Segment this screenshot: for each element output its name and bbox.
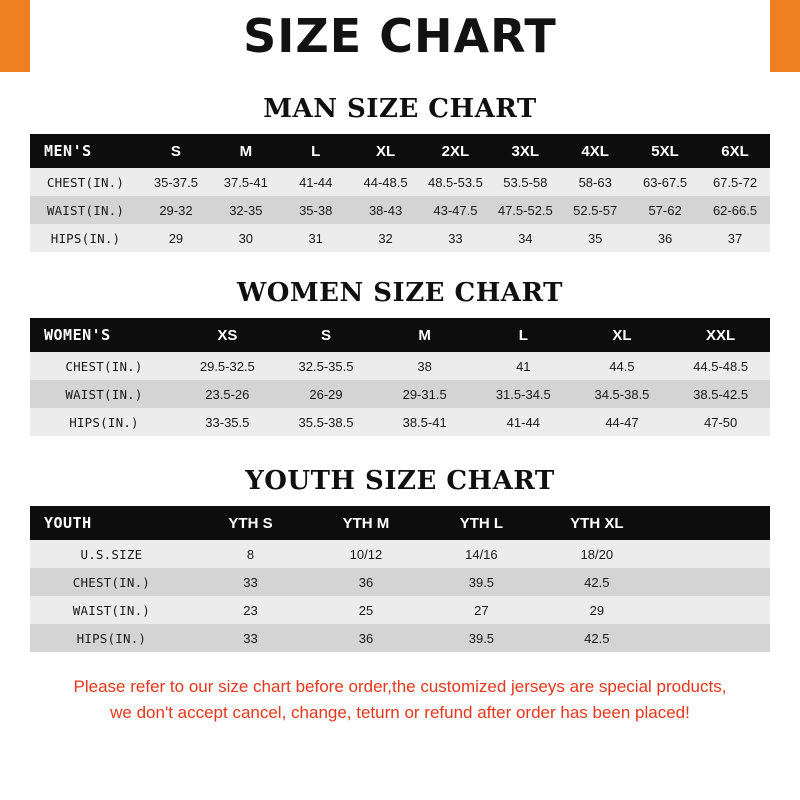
cell-empty [655,568,770,596]
men-table-body [30,168,770,252]
cell: 41 [516,358,531,374]
youth-corner-label: YOUTH [30,506,193,540]
banner-left-accent [0,0,30,72]
cell: 48.5-53.5 [427,174,483,190]
cell: 44-47 [605,414,639,430]
cell: 31.5-34.5 [495,386,551,402]
cell: 53.5-58 [503,174,548,190]
cell: 36 [358,574,374,590]
title-banner [0,0,800,72]
cell: 67.5-72 [712,174,758,190]
cell: 26-29 [309,386,343,402]
footer-note-line-1: Please refer to our size chart before order,the customized jerseys are special products, [73,677,727,696]
cell: 44.5 [609,358,635,374]
youth-section-title: YOUTH SIZE CHART [245,466,555,496]
chart-content [0,94,800,725]
cell: 30 [238,230,254,246]
row-label: WAIST(IN.) [65,386,143,402]
men-col-header: 6XL [700,134,770,168]
cell: 10/12 [349,546,383,562]
men-col-header: XL [351,134,421,168]
table-row [30,408,770,436]
cell: 32-35 [229,202,263,218]
cell: 32 [378,230,393,246]
footer-note [30,674,770,725]
cell: 41-44 [506,414,540,430]
youth-col-header: YTH L [424,506,539,540]
cell-empty [655,596,770,624]
cell: 35-37.5 [153,174,198,190]
page-title: SIZE CHART [243,9,557,63]
cell: 42.5 [584,574,610,590]
women-col-header: XXL [671,318,770,352]
cell: 25 [358,602,374,618]
cell: 37 [727,230,743,246]
table-header-row [30,134,770,168]
cell: 38.5-41 [402,414,447,430]
women-col-header: L [474,318,573,352]
cell-empty [655,624,770,652]
cell: 8 [246,546,255,562]
cell: 58-63 [578,174,612,190]
cell-empty [655,540,770,568]
row-label: HIPS(IN.) [50,230,121,246]
cell: 33 [448,230,463,246]
men-size-table [30,134,770,252]
cell: 39.5 [468,574,495,590]
youth-table-header [30,506,770,540]
table-header-row [30,318,770,352]
cell: 37.5-41 [223,174,268,190]
youth-col-header-empty [655,506,770,540]
cell: 62-66.5 [712,202,758,218]
women-table-body [30,352,770,436]
cell: 23.5-26 [205,386,250,402]
cell: 32.5-35.5 [298,358,354,374]
cell: 31 [308,230,323,246]
men-col-header: M [211,134,281,168]
cell: 34 [518,230,533,246]
cell: 23 [243,602,258,618]
table-row [30,196,770,224]
cell: 35.5-38.5 [298,414,354,430]
women-corner-label: WOMEN'S [30,318,178,352]
cell: 38-43 [368,202,403,218]
cell: 29.5-32.5 [199,358,255,374]
table-row [30,352,770,380]
row-label: WAIST(IN.) [72,602,151,618]
men-col-header: S [141,134,211,168]
cell: 34.5-38.5 [594,386,650,402]
cell: 47.5-52.5 [497,202,553,218]
youth-col-header: YTH M [308,506,423,540]
table-row [30,380,770,408]
cell: 35 [587,230,603,246]
women-col-header: S [277,318,376,352]
cell: 33-35.5 [205,414,250,430]
cell: 29 [589,602,605,618]
title-banner-inner [30,0,770,72]
cell: 41-44 [299,174,333,190]
women-size-table [30,318,770,436]
men-col-header: 2XL [421,134,491,168]
row-label: HIPS(IN.) [69,414,139,430]
men-table-header [30,134,770,168]
cell: 63-67.5 [643,174,688,190]
women-col-header: M [375,318,474,352]
cell: 29-31.5 [402,386,447,402]
men-col-header: 4XL [560,134,630,168]
table-row [30,624,770,652]
cell: 42.5 [584,630,610,646]
cell: 44-48.5 [363,174,408,190]
youth-col-header: YTH S [193,506,308,540]
footer-note-line-2: we don't accept cancel, change, teturn or refund after order has been placed! [110,702,690,722]
women-col-header: XL [573,318,672,352]
women-table-header [30,318,770,352]
men-corner-label: MEN'S [30,134,141,168]
women-section-title: WOMEN SIZE CHART [237,278,563,308]
cell: 29-32 [159,202,193,218]
cell: 27 [474,602,489,618]
youth-col-header: YTH XL [539,506,654,540]
banner-right-accent [770,0,800,72]
youth-table-body [30,540,770,652]
row-label: U.S.SIZE [80,546,143,562]
cell: 47-50 [704,414,738,430]
row-label: CHEST(IN.) [46,174,125,190]
cell: 38.5-42.5 [693,386,749,402]
cell: 52.5-57 [573,202,618,218]
cell: 43-47.5 [433,202,478,218]
cell: 39.5 [468,630,495,646]
row-label: CHEST(IN.) [72,574,151,590]
women-col-header: XS [178,318,277,352]
cell: 38 [417,358,432,374]
cell: 44.5-48.5 [693,358,749,374]
row-label: HIPS(IN.) [76,630,147,646]
table-row [30,596,770,624]
cell: 18/20 [580,546,614,562]
cell: 14/16 [465,546,498,562]
cell: 29 [168,230,184,246]
youth-size-table [30,506,770,652]
row-label: CHEST(IN.) [65,358,143,374]
men-col-header: 3XL [490,134,560,168]
cell: 36 [657,230,673,246]
cell: 57-62 [648,202,682,218]
cell: 33 [243,630,258,646]
table-row [30,224,770,252]
cell: 35-38 [299,202,333,218]
table-row [30,168,770,196]
table-header-row [30,506,770,540]
row-label: WAIST(IN.) [46,202,125,218]
men-col-header: L [281,134,351,168]
table-row [30,540,770,568]
cell: 33 [243,574,258,590]
cell: 36 [358,630,374,646]
men-col-header: 5XL [630,134,700,168]
table-row [30,568,770,596]
men-section-title: MAN SIZE CHART [263,94,537,124]
